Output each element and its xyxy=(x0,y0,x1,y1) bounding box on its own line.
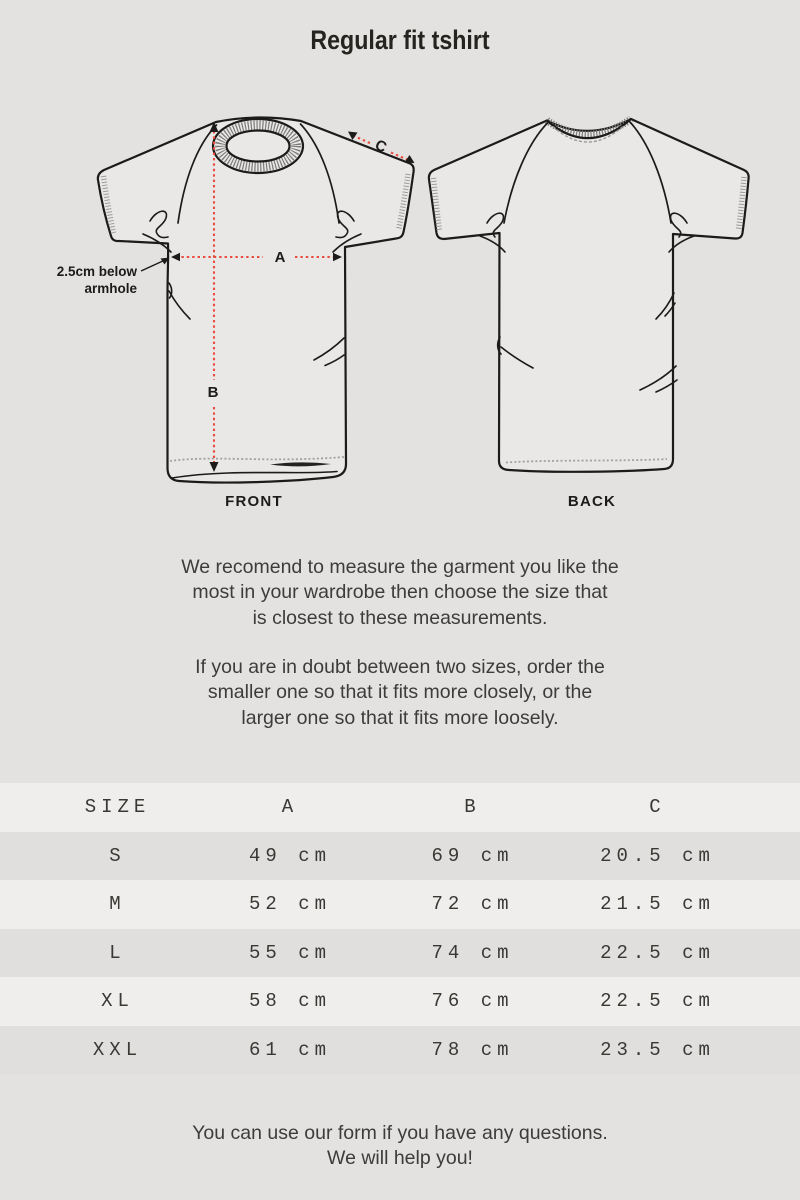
cell-size: XXL xyxy=(92,1038,143,1061)
size-table-header-row xyxy=(0,783,800,832)
cell-c: 22.5 cm xyxy=(600,941,715,964)
cell-b: 76 cm xyxy=(431,990,514,1013)
intro-p1-line: We recomend to measure the garment you like the xyxy=(181,556,619,578)
cell-a: 58 cm xyxy=(248,990,331,1013)
cell-size: L xyxy=(109,941,126,964)
intro-paragraph-1 xyxy=(0,555,800,631)
col-header-size: SIZE xyxy=(84,796,151,819)
cell-c: 21.5 cm xyxy=(600,893,715,916)
armhole-note xyxy=(57,258,170,297)
front-shirt-drawing xyxy=(98,117,414,482)
back-caption: BACK xyxy=(567,493,617,510)
table-row-m xyxy=(0,880,800,929)
intro-p2-line: smaller one so that it fits more closely, or the xyxy=(207,681,593,704)
size-table xyxy=(0,783,800,1074)
cell-c: 23.5 cm xyxy=(600,1038,715,1061)
cell-c: 22.5 cm xyxy=(600,990,715,1013)
armhole-note-line2: armhole xyxy=(84,281,137,296)
footer-line: You can use our form if you have any questions. xyxy=(192,1122,608,1144)
table-row-l xyxy=(0,929,800,978)
intro-p1-line: most in your wardrobe then choose the size that xyxy=(192,581,608,604)
front-caption: FRONT xyxy=(225,493,283,510)
col-header-c: C xyxy=(649,796,666,819)
cell-size: S xyxy=(109,844,126,867)
cell-c: 20.5 cm xyxy=(600,844,715,867)
cell-size: XL xyxy=(101,990,134,1013)
cell-a: 61 cm xyxy=(248,1038,331,1061)
cell-a: 49 cm xyxy=(248,844,331,867)
intro-p2-line: larger one so that it fits more loosely. xyxy=(241,706,559,729)
measure-c-label: C xyxy=(372,136,390,157)
cell-b: 78 cm xyxy=(431,1038,514,1061)
measure-b-label: B xyxy=(207,384,219,401)
cell-size: M xyxy=(109,893,126,916)
front-collar xyxy=(213,119,303,173)
cell-b: 72 cm xyxy=(431,893,514,916)
table-row-xxl xyxy=(0,1026,800,1075)
intro-paragraph-2 xyxy=(0,655,800,731)
measure-a-label: A xyxy=(274,249,286,266)
armhole-note-line1: 2.5cm below xyxy=(56,264,137,279)
cell-b: 69 cm xyxy=(431,844,514,867)
size-diagram xyxy=(0,85,800,515)
back-shirt-drawing xyxy=(429,119,749,472)
col-header-b: B xyxy=(464,796,481,819)
table-row-xl xyxy=(0,977,800,1026)
intro-p2-line: If you are in doubt between two sizes, order the xyxy=(195,656,605,678)
col-header-a: A xyxy=(281,796,299,819)
footer-line: We will help you! xyxy=(327,1147,473,1170)
table-row-s xyxy=(0,832,800,881)
cell-b: 74 cm xyxy=(431,941,514,964)
footer-note xyxy=(0,1121,800,1172)
cell-a: 55 cm xyxy=(248,941,331,964)
intro-p1-line: is closest to these measurements. xyxy=(252,606,548,629)
cell-a: 52 cm xyxy=(248,893,331,916)
page-title: Regular fit tshirt xyxy=(310,25,490,55)
